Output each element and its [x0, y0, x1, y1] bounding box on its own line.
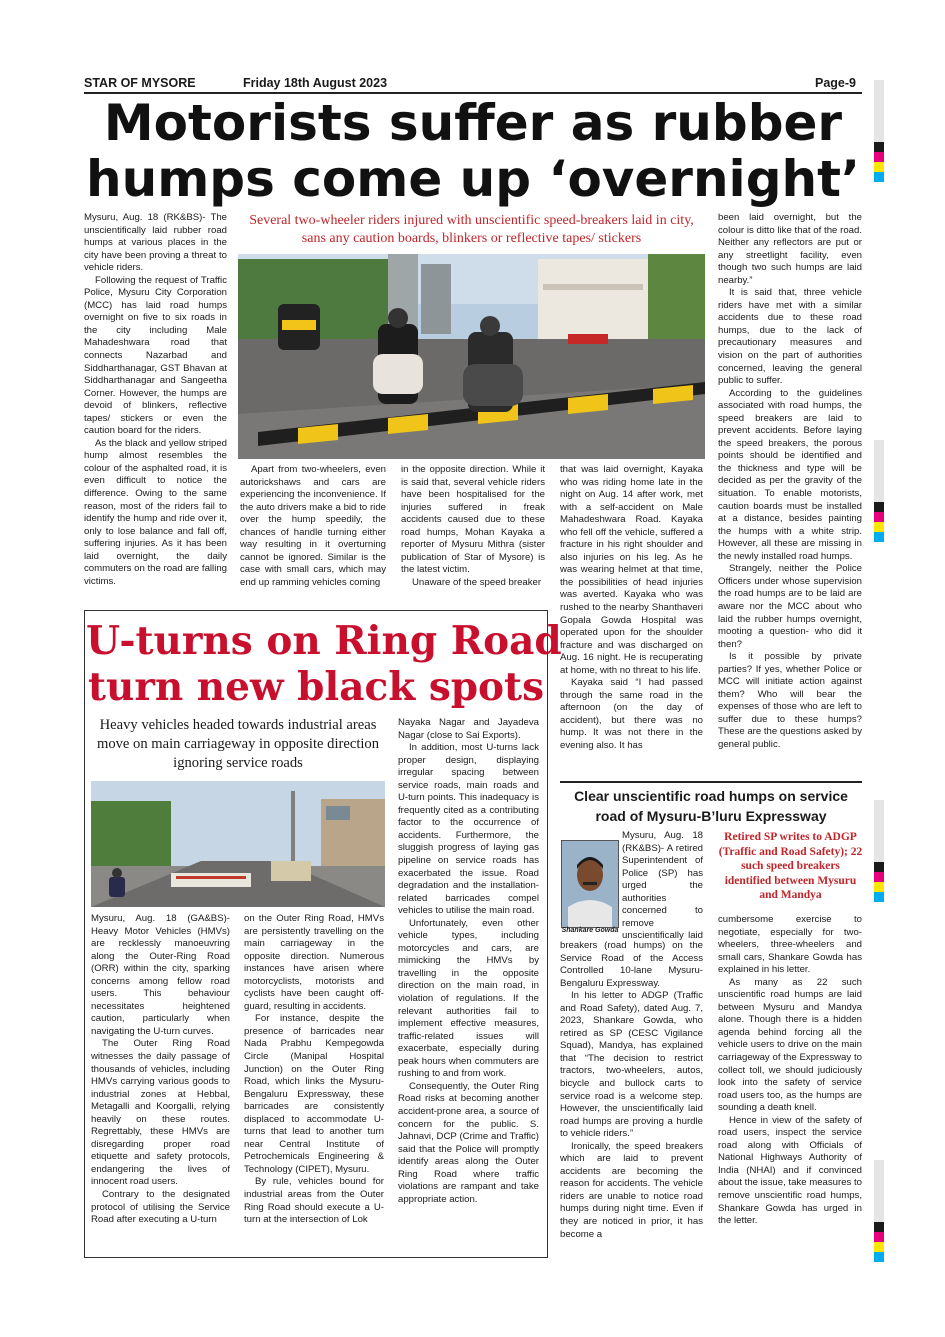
paragraph: Ironically, the speed breakers which are laid to prevent accidents are becoming the reason for accidents. The vehicle riders are unable to notice road humps during night time. Even if they are noticed in prior, it has become a: [560, 1140, 703, 1240]
cmyk-bar-top: [874, 80, 884, 182]
story1-column-5: [718, 212, 862, 772]
speed-hump-photo: [238, 254, 705, 459]
story3-rule: [560, 781, 862, 783]
story3-headline-line2: road of Mysuru-B’luru Expressway: [595, 808, 827, 824]
story2-column-1: [91, 913, 230, 1253]
paragraph: Is it possible by private parties? If yes, whether Police or MCC will initiate action against them? Who will bear the expenses of those who are left to suffer due to these humps? These are the questions asked by general public.: [718, 651, 862, 750]
issue-date: Friday 18th August 2023: [243, 76, 388, 90]
paragraph: Apart from two-wheelers, even autorickshaws and cars are experiencing the inconvenience. If the auto drivers make a bid to ride over the hump speedily, the chances of handle turning either way resulting in it overturning cannot be ignored. Similar is the case with small cars, which may end up ramming vehicles coming: [240, 464, 386, 588]
paragraph: As the black and yellow striped hump almost resembles the colour of the asphalted road, it is even difficult to notice the difference. Owing to the same reason, most of the riders fail to identify the hump and ride over it, only to lose balance and fall off, suffering injuries. As it has been laid overnight, the daily commuters on the road are falling victims.: [84, 437, 227, 587]
story3-sidebar-deck: Retired SP writes to ADGP (Traffic and Road Safety); 22 such speed breakers identified between Mysuru and Mandya: [718, 831, 863, 901]
paragraph: been laid overnight, but the colour is ditto like that of the road. Neither any reflectors are put or any streetlight facility, even though two such humps are laid nearby.”: [718, 212, 862, 286]
paragraph: Strangely, neither the Police Officers under whose supervision the road humps are to be laid are aware nor the MCC about who laid the rubber humps overnight, mooting a question- who did it then?: [718, 563, 862, 650]
paragraph: Contrary to the designated protocol of utilising the Service Road after executing a U-turn: [91, 1189, 230, 1226]
paragraph: Nayaka Nagar and Jayadeva Nagar (close to Sai Exports).: [398, 717, 539, 741]
story2-column-2: [244, 913, 384, 1253]
cmyk-bar-upper-middle: [874, 440, 884, 542]
paragraph: Consequently, the Outer Ring Road risks at becoming another accident-prone area, a source of concern for the public. S. Jahnavi, DCP (Crime and Traffic) said that the Police will promptly identify areas along the Outer Ring Road where traffic violations are rampant and take appropriate action.: [398, 1080, 539, 1205]
story2-headline-line2: turn new black spots: [87, 664, 545, 710]
story1-photo: [238, 254, 705, 459]
paragraph: in the opposite direction. While it is said that, several vehicle riders have been hospitalised for the injuries suffered in freak accidents caused due to these road humps, Mohan Kayaka a reporter of Mysuru Mithra (sister publication of Star of Mysore) is the latest victim.: [401, 464, 545, 576]
paragraph: Mysuru, Aug. 18 (GA&BS)- Heavy Motor Vehicles (HMVs) are recklessly manoeuvring along the Outer-Ring Road (ORR) within the city, sparking concerns among fellow road users. This behaviour necessitates heightened caution, particularly when navigating the U-turn curves.: [91, 913, 230, 1037]
paragraph: According to the guidelines associated with road humps, the speed breakers are laid to prevent accidents. Before laying the speed breakers, the porous points should be identified and the thickness and type will be decided as per the gravity of the situation. To enable motorists, caution boards must be installed at a distance, besides painting the humps with a white strip. However, all these are missing in the newly installed road humps.: [718, 387, 862, 562]
paragraph: For instance, despite the presence of barricades near Nada Prabhu Kempegowda Circle (Manipal Hospital Junction) on the Outer Ring Road, which links the Mysuru-Bengaluru Expressway, these barricades are consistently displaced to accommodate U-turns that lead to another turn near Central Institute of Petrochemicals Engineering & Technology (CIPET), Mysuru.: [244, 1013, 384, 1175]
portrait-photo: [562, 841, 618, 927]
paragraph: cumbersome exercise to negotiate, especially for two-wheelers, three-wheelers and small cars, Shankare Gowda has explained in his letter.: [718, 914, 862, 976]
ring-road-photo: [91, 781, 385, 907]
paragraph: As many as 22 such unscientific road humps are laid between Mysuru and Mandya alone. Though there is a hidden agenda behind forcing all the vehicle users to drive on the main carriageway of the Expressway to collect toll, we should judiciously look into the safety of service road users too, as the humps are sounding a death knell.: [718, 976, 862, 1114]
story1-headline-line1: Motorists suffer as rubber: [103, 94, 843, 152]
paragraph: Mysuru, Aug. 18 (RK&BS)- A retired Superintendent of Police (SP) has urged the authorities concerned to remove unscientifically laid: [622, 830, 703, 940]
paragraph: breakers (road humps) on the Service Road of the Access Controlled 10-lane Mysuru-Bengaluru Expressway.: [560, 940, 703, 989]
story2-headline-line1: U-turns on Ring Road: [86, 618, 562, 664]
paper-name: STAR OF MYSORE: [84, 76, 196, 90]
story3-intro: [622, 830, 703, 940]
paragraph: By rule, vehicles bound for industrial areas from the Outer Ring Road should execute a U-turn at the intersection of Lok: [244, 1176, 384, 1226]
paragraph: Hence in view of the safety of road users, inspect the service road along with Officials of National Highways Authority of India (NHAI) and if convinced about the issue, take measures to remove unscientific road humps, Shankare Gowda has urged in the letter.: [718, 1114, 862, 1227]
paragraph: In addition, most U-turns lack proper design, displaying irregular spacing between service roads, main roads and U-turn points. This inadequacy is frequently cited as a contributing factor to the occurrence of accidents. Furthermore, the sluggish progress of laying gas pipeline on service roads has exacerbated the issue. Road degradation and the installation-related barricades compel vehicles to utilise the main road.: [398, 742, 539, 917]
story1-column-1: [84, 212, 227, 604]
cmyk-bar-bottom: [874, 1160, 884, 1262]
story1-column-4: [560, 464, 703, 770]
paragraph: Following the request of Traffic Police, Mysuru City Corporation (MCC) has laid road humps overnight on five to six roads in the city including Male Mahadeshwara road that connects Nazarbad and Siddharthanagar, GST Bhavan at Siddharthanagar and Sangeetha Corner. However, the humps are devoid of blinkers, reflective tapes/ stickers or even the caution board for the riders.: [84, 274, 227, 437]
paragraph: Mysuru, Aug. 18 (RK&BS)- The unscientifically laid rubber road humps at various places in the city have been proving a threat to vehicle riders.: [84, 212, 227, 274]
story2-photo: [91, 781, 385, 907]
story2-column-3: [398, 717, 539, 1253]
story3-headline-line1: Clear unscientific road humps on service: [574, 788, 848, 804]
cmyk-bar-lower-middle: [874, 800, 884, 902]
paragraph: Unaware of the speed breaker: [412, 576, 542, 588]
paragraph: It is said that, three vehicle riders have met with a similar accidents due to these road humps, due to the lack of precautionary measures and vision on the part of authorities concerned, leaving the general public to suffer.: [718, 287, 862, 387]
story1-column-3: [401, 464, 545, 604]
page-number: Page-9: [815, 76, 856, 90]
story1-headline-line2: humps come up ‘overnight’: [86, 150, 860, 208]
paragraph: In his letter to ADGP (Traffic and Road Safety), dated Aug. 7, 2023, Shankare Gowda, who retired as SP (CESC Vigilance Squad), Mandya, has explained that “The decision to restrict tractors, two-wheelers, autos, bicycle and bullock carts to service road is a welcome step. However, the unscientifically laid road humps are proving a hurdle to vehicle riders.”: [560, 990, 703, 1140]
story3-column-2: [718, 914, 862, 1266]
story1-column-2: [240, 464, 386, 604]
story2-deck: Heavy vehicles headed towards industrial areas move on main carriageway in opposite direction ignoring service roads: [96, 717, 380, 771]
paragraph: The Outer Ring Road witnesses the daily passage of thousands of vehicles, including HMVs carrying various goods to industrial zones at Hebbal, Metagalli and Koorgalli, relying heavily on these routes. Regrettably, these HMVs are disregarding proper road etiquette and safety protocols, endangering the lives of innocent road users.: [91, 1038, 230, 1188]
photo-caption: Shankare Gowda: [561, 927, 619, 934]
story3-column-1: [560, 940, 703, 1266]
paragraph: on the Outer Ring Road, HMVs are persistently travelling on the main carriageway in the opposite direction. Numerous instances have arisen where motorcyclists, motorists and cyclists have been caught off-guard, resulting in accidents.: [244, 913, 384, 1012]
shankare-gowda-photo: [561, 840, 619, 928]
story1-deck: Several two-wheeler riders injured with unscientific speed-breakers laid in city, sans any caution boards, blinkers or reflective tapes/ stickers: [249, 213, 694, 246]
paragraph: Kayaka said “I had passed through the same road in the afternoon (on the day of accident), but there was no hump. It was not there in the evening also. It has: [560, 677, 703, 752]
paragraph: Unfortunately, even other vehicle types, including motorcycles and cars, are mimicking the HMVs by travelling in the opposite direction on the main road, in violation of regulations. If the relevant authorities fail to implement effective measures, traffic-related issues will exacerbate, especially during peak hours when commuters are rushing to and from work.: [398, 917, 539, 1080]
paragraph: that was laid overnight, Kayaka who was riding home late in the night on Aug. 14 after work, met with a self-accident on Male Mahadeshwara Road. Kayaka who fell off the vehicle, suffered a fracture in his right shoulder and also injuries on his leg. As he was wearing helmet at that time, the possibilities of head injuries was averted. Kayaka who was rushed to the nearby Shanthaveri Gopala Gowda Hospital was operated upon for the shoulder fracture and was discharged on Aug. 16 night. He is recuperating at home, with no threat to his life.: [560, 464, 703, 676]
